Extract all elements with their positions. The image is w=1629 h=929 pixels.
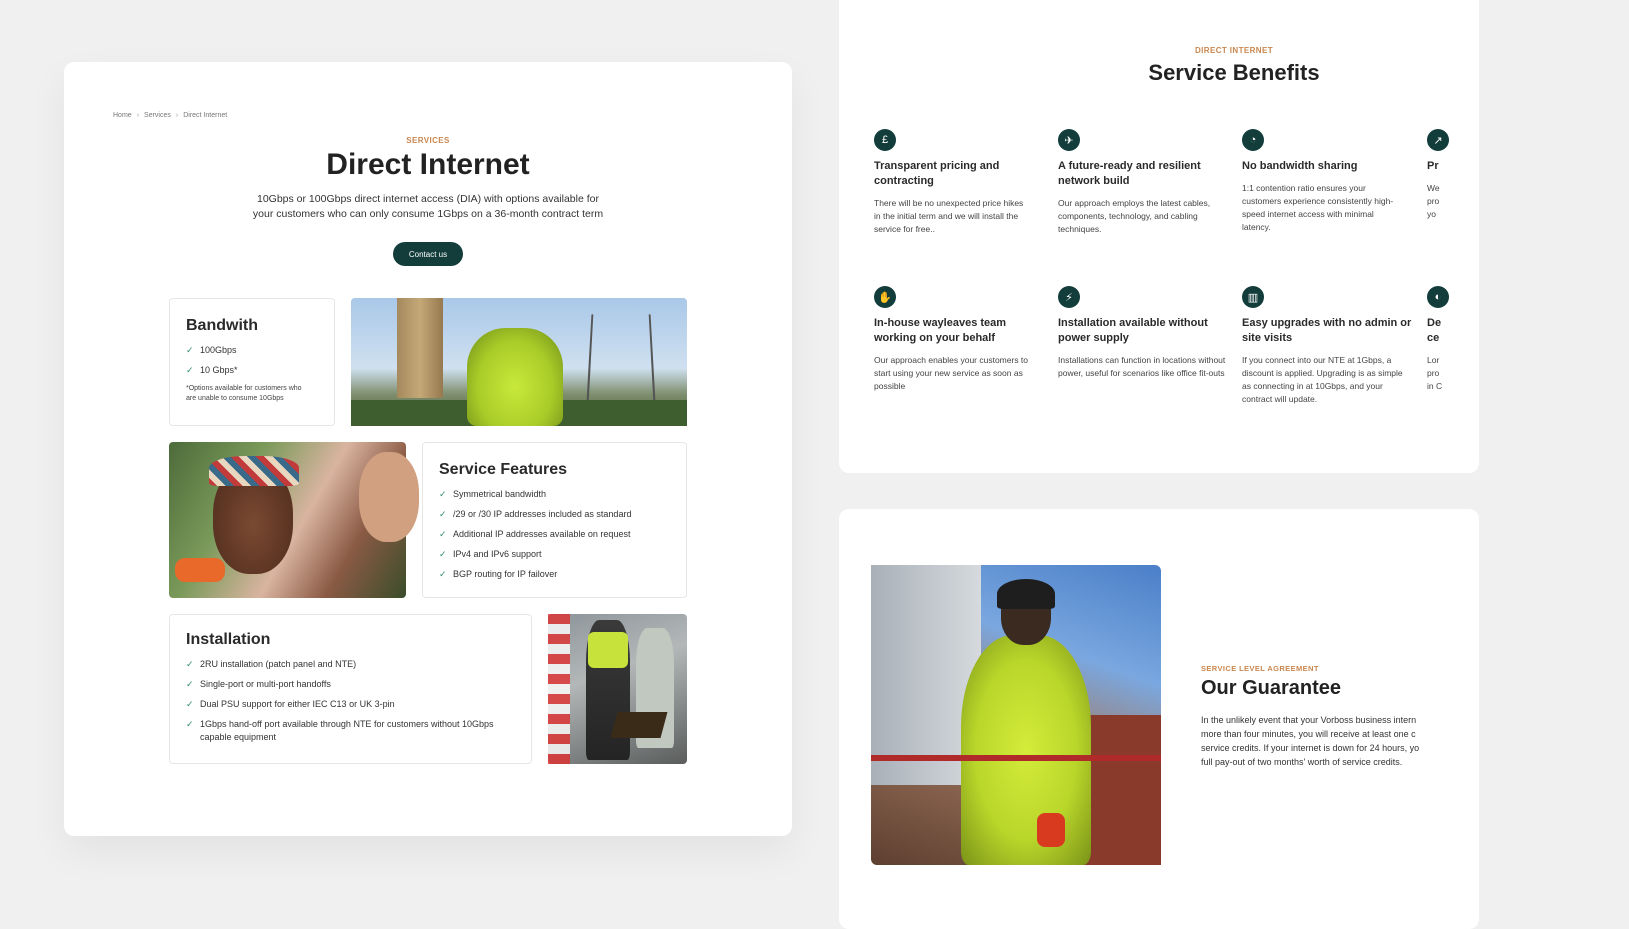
benefit-desc: Lor pro in C xyxy=(1427,355,1443,391)
benefit-transparent-pricing xyxy=(874,129,1044,236)
check-icon: ✓ xyxy=(439,529,447,539)
satellite-icon: ✈ xyxy=(1058,129,1080,151)
breadcrumb-services[interactable]: Services xyxy=(144,112,171,119)
list-item-label: IPv4 and IPv6 support xyxy=(453,549,542,559)
list-item-label: Dual PSU support for either IEC C13 or UK 3-pin xyxy=(200,699,395,709)
list-item xyxy=(186,658,515,671)
benefit-desc: Our approach employs the latest cables, components, technology, and cabling techniques. xyxy=(1058,198,1211,234)
list-item-label: Additional IP addresses available on request xyxy=(453,529,631,539)
guarantee-line: service credits. If your internet is down for 24 hours, yo xyxy=(1201,743,1420,753)
benefits-eyebrow: DIRECT INTERNET xyxy=(1195,46,1273,55)
photo-worker xyxy=(467,328,563,426)
bandwidth-note xyxy=(186,384,318,404)
bandwidth-title: Bandwith xyxy=(186,317,258,334)
hero-description-line-1: 10Gbps or 100Gbps direct internet access (DIA) with options available for xyxy=(256,193,599,205)
list-item xyxy=(186,698,515,711)
features-title: Service Features xyxy=(439,461,568,478)
photo-tripod xyxy=(586,314,656,409)
bandwidth-card xyxy=(169,298,335,426)
list-item xyxy=(439,568,670,581)
benefit-title: De ce xyxy=(1427,317,1442,344)
photo-beanie xyxy=(997,579,1055,609)
benefit-title: Installation available without power supply xyxy=(1058,317,1208,344)
chevron-right-icon: › xyxy=(136,112,140,119)
note-line-1: *Options available for customers who xyxy=(186,385,302,392)
hero-eyebrow: SERVICES xyxy=(406,136,450,145)
installation-title: Installation xyxy=(186,631,271,648)
benefit-desc: If you connect into our NTE at 1Gbps, a discount is applied. Upgrading is as simple as connecting in at 10Gbps, and your contract will update. xyxy=(1242,355,1403,404)
photo-barrier xyxy=(548,614,570,764)
hero-description xyxy=(228,192,628,222)
guarantee-line: full pay-out of two months' worth of service credits. xyxy=(1201,757,1403,767)
guarantee-title: Our Guarantee xyxy=(1201,677,1342,699)
list-item xyxy=(439,488,670,501)
photo-manhole-lid xyxy=(611,712,668,738)
list-item xyxy=(439,508,670,521)
list-item xyxy=(186,678,515,691)
list-item-label: 2RU installation (patch panel and NTE) xyxy=(200,659,357,669)
photo-hi-vis xyxy=(588,632,628,668)
guarantee-line: In the unlikely event that your Vorboss business intern xyxy=(1201,715,1417,725)
contact-us-button[interactable]: Contact us xyxy=(393,242,463,266)
list-item xyxy=(186,718,496,744)
team-photo xyxy=(169,442,406,598)
photo-glove xyxy=(1037,813,1065,847)
benefit-no-bandwidth-sharing xyxy=(1242,129,1412,234)
note-line-2: are unable to consume 10Gbps xyxy=(186,395,284,402)
service-benefits-panel xyxy=(839,0,1479,473)
engineer-photo xyxy=(871,565,1161,865)
upgrade-icon: ▥ xyxy=(1242,286,1264,308)
benefit-partial-1 xyxy=(1427,129,1479,221)
guarantee-eyebrow: SERVICE LEVEL AGREEMENT xyxy=(1201,664,1319,673)
service-features-card xyxy=(422,442,687,598)
benefit-partial-2 xyxy=(1427,286,1479,393)
list-item xyxy=(439,528,670,541)
check-icon: ✓ xyxy=(186,679,194,689)
chevron-right-icon: › xyxy=(175,112,179,119)
installation-card xyxy=(169,614,532,764)
guarantee-panel xyxy=(839,509,1479,929)
benefit-desc: There will be no unexpected price hikes in the initial term and we will install the service for free.. xyxy=(874,198,1024,234)
photo-engineer xyxy=(961,635,1091,865)
list-item-label: 10 Gbps* xyxy=(200,365,238,375)
benefit-title: Easy upgrades with no admin or site visits xyxy=(1242,317,1412,344)
worker-westminster-photo xyxy=(351,298,687,426)
benefit-title: A future-ready and resilient network build xyxy=(1058,160,1201,187)
benefit-no-power-install xyxy=(1058,286,1228,380)
pound-icon: £ xyxy=(874,129,896,151)
benefit-desc: Our approach enables your customers to start using your new service as soon as possible xyxy=(874,355,1029,391)
check-icon: ✓ xyxy=(186,699,194,709)
photo-person-right xyxy=(359,452,419,542)
breadcrumb xyxy=(113,112,227,119)
list-item-label: 100Gbps xyxy=(200,345,237,355)
check-icon: ✓ xyxy=(439,549,447,559)
list-item-label: Single-port or multi-port handoffs xyxy=(200,679,331,689)
breadcrumb-home[interactable]: Home xyxy=(113,112,132,119)
direct-internet-panel xyxy=(64,62,792,836)
list-item-label: Symmetrical bandwidth xyxy=(453,489,547,499)
check-icon: ✓ xyxy=(439,489,447,499)
page-title: Direct Internet xyxy=(326,148,530,181)
guarantee-description xyxy=(1201,713,1451,769)
list-item-label: /29 or /30 IP addresses included as standard xyxy=(453,509,632,519)
photo-headscarf xyxy=(209,456,299,486)
guarantee-line: more than four minutes, you will receive at least one c xyxy=(1201,729,1416,739)
benefit-title: Transparent pricing and contracting xyxy=(874,160,1000,187)
check-icon: ✓ xyxy=(186,659,194,669)
benefit-title: No bandwidth sharing xyxy=(1242,160,1358,172)
list-item xyxy=(439,548,670,561)
photo-tower xyxy=(397,298,443,398)
photo-rail xyxy=(871,755,1161,761)
speedometer-icon: ◔ xyxy=(1242,129,1264,151)
list-item xyxy=(186,344,318,357)
list-item-label: 1Gbps hand-off port available through NTE for customers without 10Gbps capable equipment xyxy=(200,719,494,742)
benefit-desc: Installations can function in locations without power, useful for scenarios like office fit-outs xyxy=(1058,355,1226,378)
benefit-wayleaves-team xyxy=(874,286,1044,393)
handshake-icon: ✋ xyxy=(874,286,896,308)
benefit-title: Pr xyxy=(1427,160,1439,172)
check-icon: ✓ xyxy=(186,719,194,729)
benefits-title: Service Benefits xyxy=(1148,60,1320,85)
benefit-easy-upgrades xyxy=(1242,286,1412,406)
list-item xyxy=(186,364,318,377)
gauge-icon: ◐ xyxy=(1427,286,1449,308)
list-item-label: BGP routing for IP failover xyxy=(453,569,558,579)
check-icon: ✓ xyxy=(186,345,194,355)
check-icon: ✓ xyxy=(186,365,194,375)
benefit-future-ready xyxy=(1058,129,1228,236)
chart-up-icon: ↗ xyxy=(1427,129,1449,151)
breadcrumb-current: Direct Internet xyxy=(183,112,228,119)
check-icon: ✓ xyxy=(439,569,447,579)
benefit-desc: We pro yo xyxy=(1427,183,1440,219)
photo-glove xyxy=(175,558,225,582)
hero-description-line-2: your customers who can only consume 1Gbps on a 36-month contract term xyxy=(252,208,604,220)
benefit-title: In-house wayleaves team working on your behalf xyxy=(874,317,1007,344)
benefit-desc: 1:1 contention ratio ensures your customers experience consistently high-speed internet access with minimal latency. xyxy=(1242,183,1394,232)
power-icon: ⚡ xyxy=(1058,286,1080,308)
check-icon: ✓ xyxy=(439,509,447,519)
manhole-workers-photo xyxy=(548,614,687,764)
